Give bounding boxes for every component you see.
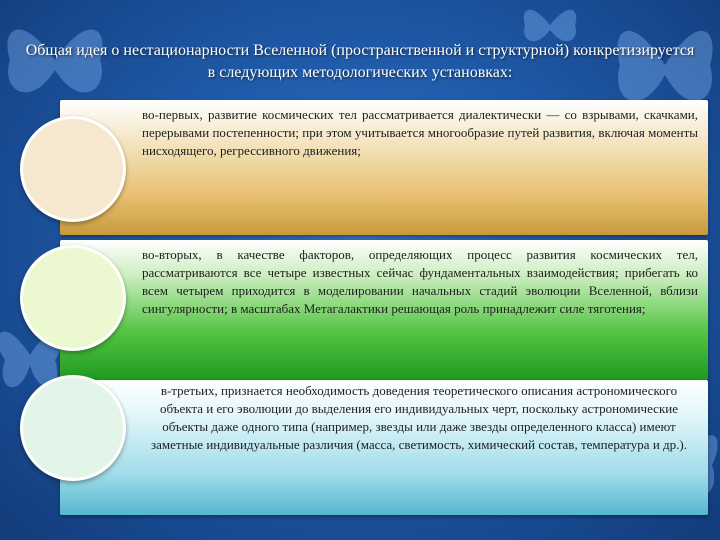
item-text: во-первых, развитие космических тел рассматривается диалектически — со взрывами, скачками, перерывами постепенности; при этом учитывается многообразие путей развития, включая моменты нисходящего, регрессивного движения; bbox=[142, 107, 698, 158]
slide-title: Общая идея о нестационарности Вселенной (пространственной и структурной) конкретизируется в следующих методологических установках: bbox=[25, 42, 695, 81]
bullet-circle bbox=[20, 375, 126, 481]
list-item bbox=[60, 240, 708, 380]
list-item bbox=[60, 100, 708, 235]
item-text: в-третьих, признается необходимость доведения теоретического описания астрономического объекта и его эволюции до выделения его индивидуальных черт, поскольку астрономические объекты даже одного типа (например, звезды или даже звезды определенного класса) имеют заметные индивидуальные различия (масса, светимость, химический состав, температура и др.). bbox=[151, 383, 687, 452]
bullet-circle bbox=[20, 116, 126, 222]
list-item bbox=[60, 380, 708, 515]
bullet-circle bbox=[20, 245, 126, 351]
item-text: во-вторых, в качестве факторов, определяющих процесс развития космических тел, рассматриваются все четыре известных сейчас фундаментальных взаимодействия; прибегать ко всем четырем приходится в моделировании начальных стадий эволюции Вселенной, вблизи сингулярности; в масштабах Метагалактики решающая роль принадлежит силе тяготения; bbox=[142, 247, 698, 316]
